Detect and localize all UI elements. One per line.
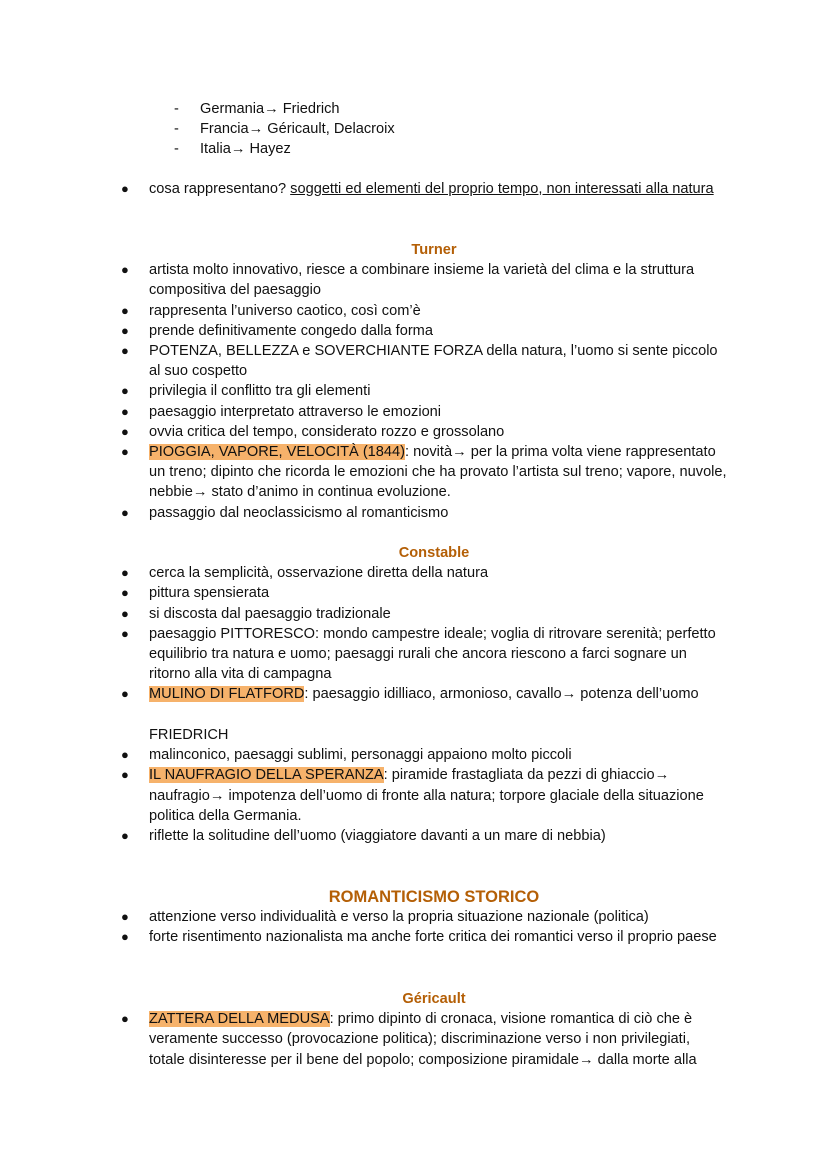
section-heading-constable: Constable	[398, 545, 470, 561]
list-item	[0, 907, 729, 927]
list-item: - Italia→ Hayez	[174, 139, 395, 159]
item-text: paesaggio interpretato attraverso le emozioni	[149, 403, 442, 420]
artist-countries-list	[174, 99, 395, 160]
romanticismo-section	[0, 887, 828, 948]
bullet-icon: ●	[121, 343, 129, 359]
item-text: prende definitivamente congedo dalla forma	[149, 322, 433, 339]
item-text: ovvia critica del tempo, considerato rozzo e grossolano	[149, 423, 505, 440]
item-text: POTENZA, BELLEZZA e SOVERCHIANTE FORZA della natura, l’uomo si sente piccolo al suo cospetto	[149, 343, 718, 380]
bullet-icon: ●	[121, 585, 129, 601]
bullet-icon: ●	[121, 625, 129, 641]
section-heading-turner: Turner	[411, 242, 457, 258]
item-text: artista molto innovativo, riesce a combinare insieme la varietà del clima e la struttura compositiva del paesaggio	[149, 262, 695, 299]
item-text: cerca la semplicità, osservazione diretta della natura	[149, 565, 489, 582]
item-text: attenzione verso individualità e verso la propria situazione nazionale (politica)	[149, 909, 649, 926]
list-item	[0, 745, 729, 765]
item-text: passaggio dal neoclassicismo al romanticismo	[149, 504, 449, 521]
section-heading-gericault: Géricault	[402, 991, 466, 1007]
item-text: : paesaggio idilliaco, armonioso, cavallo→ potenza dell’uomo	[304, 686, 699, 703]
bullet-icon: ●	[121, 181, 129, 196]
bullet-icon: ●	[121, 1011, 129, 1027]
bullet-icon: ●	[121, 403, 129, 419]
list-item	[0, 583, 729, 603]
painting-title-highlight: ZATTERA DELLA MEDUSA	[149, 1011, 330, 1028]
question-text: cosa rappresentano?	[149, 181, 291, 197]
item-text: : novità→ per la prima volta viene rappresentato un treno; dipinto che ricorda le emozioni che ha provato l’artista sul treno; vapore, nuvole, nebbie→ stato d’animo in continua evoluzione.	[149, 444, 727, 501]
list-item	[0, 624, 729, 685]
list-item: - Francia→ Géricault, Delacroix	[174, 119, 395, 139]
bullet-icon: ●	[121, 302, 129, 318]
list-item	[0, 381, 729, 401]
item-text: privilegia il conflitto tra gli elementi	[149, 383, 371, 400]
bullet-icon: ●	[121, 828, 129, 844]
item-text: forte risentimento nazionalista ma anche forte critica dei romantici verso il proprio paese	[149, 929, 717, 946]
bullet-icon: ●	[121, 444, 129, 460]
list-item	[0, 321, 729, 341]
item-text: pittura spensierata	[149, 585, 270, 602]
bullet-icon: ●	[121, 747, 129, 763]
bullet-icon: ●	[121, 605, 129, 621]
list-item	[0, 179, 729, 199]
painting-title-highlight: IL NAUFRAGIO DELLA SPERANZA	[149, 767, 384, 784]
item-text: si discosta dal paesaggio tradizionale	[149, 605, 391, 622]
bullet-icon: ●	[121, 504, 129, 520]
list-item	[0, 301, 729, 321]
item-text: paesaggio PITTORESCO: mondo campestre ideale; voglia di ritrovare serenità; perfetto equilibrio tra natura e uomo; paesaggi rurali che ancora riescono a farci sognare un ritorno alla vita di campagna	[149, 625, 716, 683]
painting-title-highlight: PIOGGIA, VAPORE, VELOCITÀ (1844)	[149, 444, 406, 461]
painting-title-highlight: MULINO DI FLATFORD	[149, 686, 305, 703]
list-item	[0, 826, 729, 846]
gericault-section	[0, 989, 828, 1070]
list-item	[0, 260, 729, 300]
bullet-icon: ●	[121, 423, 129, 439]
item-text: : piramide frastagliata da pezzi di ghiaccio→ naufragio→ impotenza dell’uomo di fronte alla natura; torpore glaciale della situazione politica della Germania.	[149, 767, 704, 824]
item-text: malinconico, paesaggi sublimi, personaggi appaiono molto piccoli	[149, 747, 572, 764]
item-text: riflette la solitudine dell’uomo (viaggiatore davanti a un mare di nebbia)	[149, 828, 606, 845]
list-item	[0, 765, 729, 826]
bullet-icon: ●	[121, 909, 129, 925]
list-item	[0, 442, 729, 503]
section-heading-friedrich: FRIEDRICH	[149, 727, 229, 743]
list-item	[0, 402, 729, 422]
bullet-icon: ●	[121, 565, 129, 581]
intro-section	[0, 179, 828, 199]
section-heading-romanticismo: ROMANTICISMO STORICO	[328, 888, 540, 906]
turner-section	[0, 240, 828, 523]
list-item	[0, 1009, 729, 1070]
list-item: - Germania→ Friedrich	[174, 99, 395, 119]
list-item	[0, 503, 729, 523]
bullet-icon: ●	[121, 767, 129, 783]
constable-section	[0, 543, 828, 705]
list-item	[0, 684, 729, 704]
list-item	[0, 563, 729, 583]
item-text: : primo dipinto di cronaca, visione romantica di ciò che è veramente successo (provocazione politica); discriminazione verso i non privilegiati, totale disinteresse per il bene del popolo; composizione piramidale→ dalla morte alla	[149, 1011, 697, 1068]
list-item	[0, 341, 729, 381]
bullet-icon: ●	[121, 322, 129, 338]
bullet-icon: ●	[121, 262, 129, 278]
bullet-icon: ●	[121, 686, 129, 702]
item-text: rappresenta l’universo caotico, così com’è	[149, 302, 421, 319]
bullet-icon: ●	[121, 929, 129, 945]
list-item	[0, 604, 729, 624]
list-item	[0, 422, 729, 442]
answer-text: soggetti ed elementi del proprio tempo, non interessati alla natura	[290, 181, 714, 197]
list-item	[0, 927, 729, 947]
bullet-icon: ●	[121, 383, 129, 399]
friedrich-section	[0, 725, 828, 846]
